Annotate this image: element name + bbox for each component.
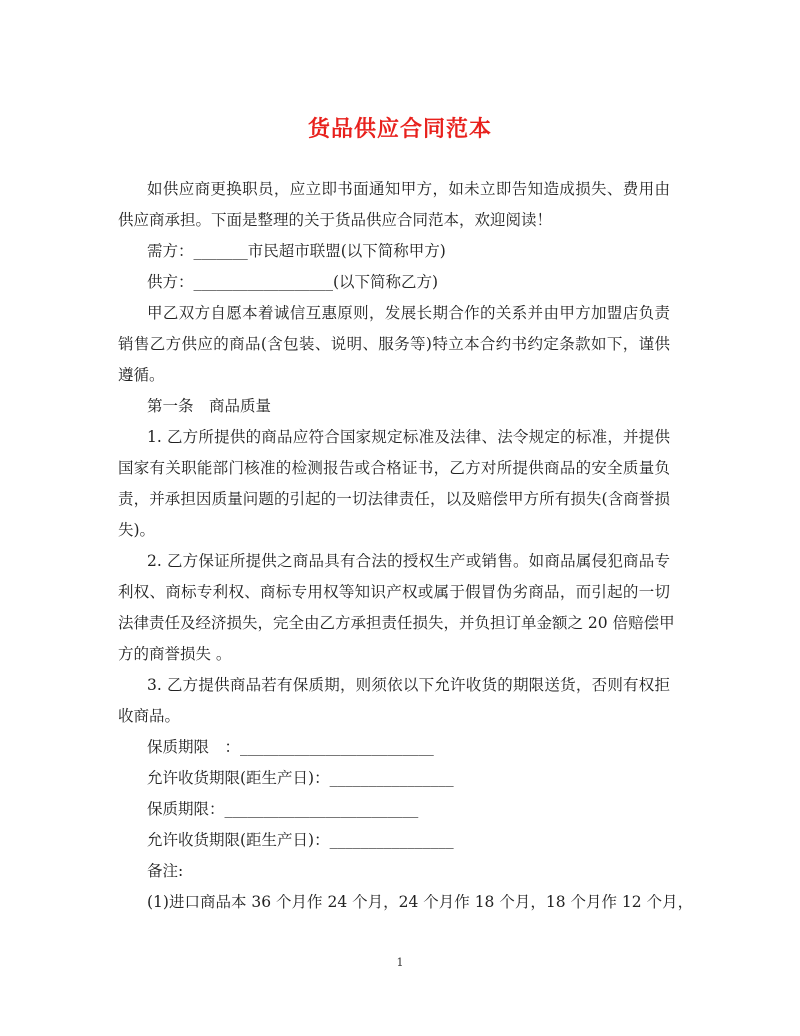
text-line: 法律责任及经济损失，完全由乙方承担责任损失，并负担订单金额之 20 倍赔偿甲 (118, 614, 675, 632)
text-line: 允许收货期限(距生产日)：________________ (147, 831, 454, 849)
document-title: 货品供应合同范本 (307, 116, 492, 142)
paragraph (118, 298, 670, 391)
paragraph (118, 422, 670, 546)
paragraph (118, 670, 670, 732)
text-line: 方的商誉损失 。 (118, 645, 232, 663)
text-line: 如供应商更换职员，应立即书面通知甲方，如未立即告知造成损失、费用由 (147, 180, 670, 198)
text-line: 国家有关职能部门核准的检测报告或合格证书，乙方对所提供商品的安全质量负 (118, 459, 670, 477)
text-line: 保质期限：_________________________ (147, 800, 419, 818)
paragraph (118, 856, 670, 887)
text-line: 收商品。 (118, 707, 181, 725)
text-line: 允许收货期限(距生产日)：________________ (147, 769, 454, 787)
paragraph (118, 887, 694, 918)
text-line: 责，并承担因质量问题的引起的一切法律责任，以及赔偿甲方所有损失(含商誉损 (118, 490, 670, 508)
paragraph (118, 763, 670, 794)
paragraph (118, 546, 675, 670)
text-line: 销售乙方供应的商品(含包装、说明、服务等)特立本合约书约定条款如下，谨供 (118, 335, 670, 353)
text-line: 3. 乙方提供商品若有保质期，则须依以下允许收货的期限送货，否则有权拒 (147, 676, 670, 694)
paragraph (118, 236, 670, 267)
text-line: 遵循。 (118, 366, 165, 384)
page-number: 1 (396, 956, 404, 969)
text-line: 备注: (147, 862, 184, 880)
paragraph (118, 794, 670, 825)
text-line: 第一条 商品质量 (147, 397, 272, 415)
text-line: 失)。 (118, 521, 156, 539)
paragraph (118, 732, 670, 763)
document-body (118, 174, 694, 918)
text-line: (1)进口商品本 36 个月作 24 个月，24 个月作 18 个月，18 个月作 12 个月， (147, 893, 694, 911)
text-line: 供方：__________________(以下简称乙方) (147, 273, 439, 291)
text-line: 供应商承担。下面是整理的关于货品供应合同范本，欢迎阅读！ (118, 211, 553, 229)
text-line: 1. 乙方所提供的商品应符合国家规定标准及法律、法令规定的标准，并提供 (147, 428, 670, 446)
text-line: 利权、商标专利权、商标专用权等知识产权或属于假冒伪劣商品，而引起的一切 (118, 583, 670, 601)
text-line: 需方：_______市民超市联盟(以下简称甲方) (147, 242, 446, 260)
text-line: 甲乙双方自愿本着诚信互惠原则，发展长期合作的关系并由甲方加盟店负责 (147, 304, 670, 322)
paragraph (118, 825, 670, 856)
paragraph (118, 174, 670, 236)
text-line: 保质期限 ：_________________________ (147, 738, 434, 756)
paragraph (118, 391, 670, 422)
text-line: 2. 乙方保证所提供之商品具有合法的授权生产或销售。如商品属侵犯商品专 (147, 552, 670, 570)
paragraph (118, 267, 670, 298)
